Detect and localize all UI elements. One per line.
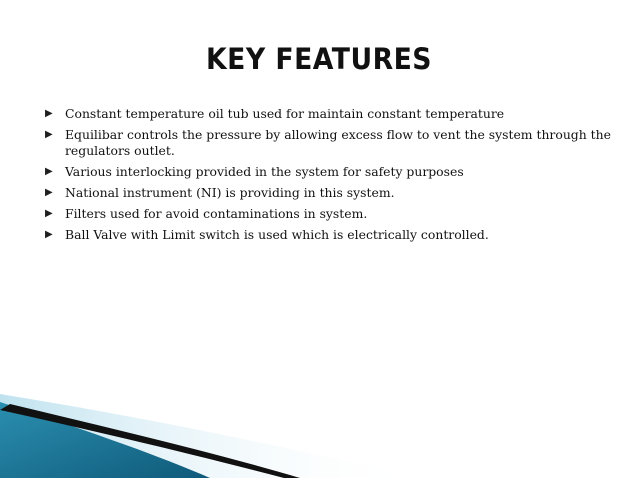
bullet-text: Ball Valve with Limit switch is used which is electrically controlled.: [65, 227, 489, 242]
triangle-right-icon: ▶: [45, 108, 53, 119]
bullet-text: Filters used for avoid contaminations in system.: [65, 206, 368, 221]
bullet-item: [45, 185, 615, 201]
bullet-list: [45, 106, 615, 248]
slide-title: KEY FEATURES: [206, 42, 432, 76]
triangle-right-icon: ▶: [45, 166, 53, 177]
bullet-item: [45, 227, 615, 243]
triangle-right-icon: ▶: [45, 129, 53, 140]
triangle-right-icon: ▶: [45, 187, 53, 198]
triangle-right-icon: ▶: [45, 229, 53, 240]
bullet-text: Equilibar controls the pressure by allowing excess flow to vent the system through the regulators outlet.: [65, 127, 611, 158]
triangle-right-icon: ▶: [45, 208, 53, 219]
bullet-text: Constant temperature oil tub used for maintain constant temperature: [65, 106, 505, 121]
bullet-text: National instrument (NI) is providing in this system.: [65, 185, 395, 200]
bullet-item: [45, 106, 615, 122]
bullet-item: [45, 164, 615, 180]
bullet-item: [45, 206, 615, 222]
bullet-text: Various interlocking provided in the system for safety purposes: [65, 164, 464, 179]
bullet-item: [45, 127, 615, 159]
decorative-swoosh: [0, 380, 638, 478]
